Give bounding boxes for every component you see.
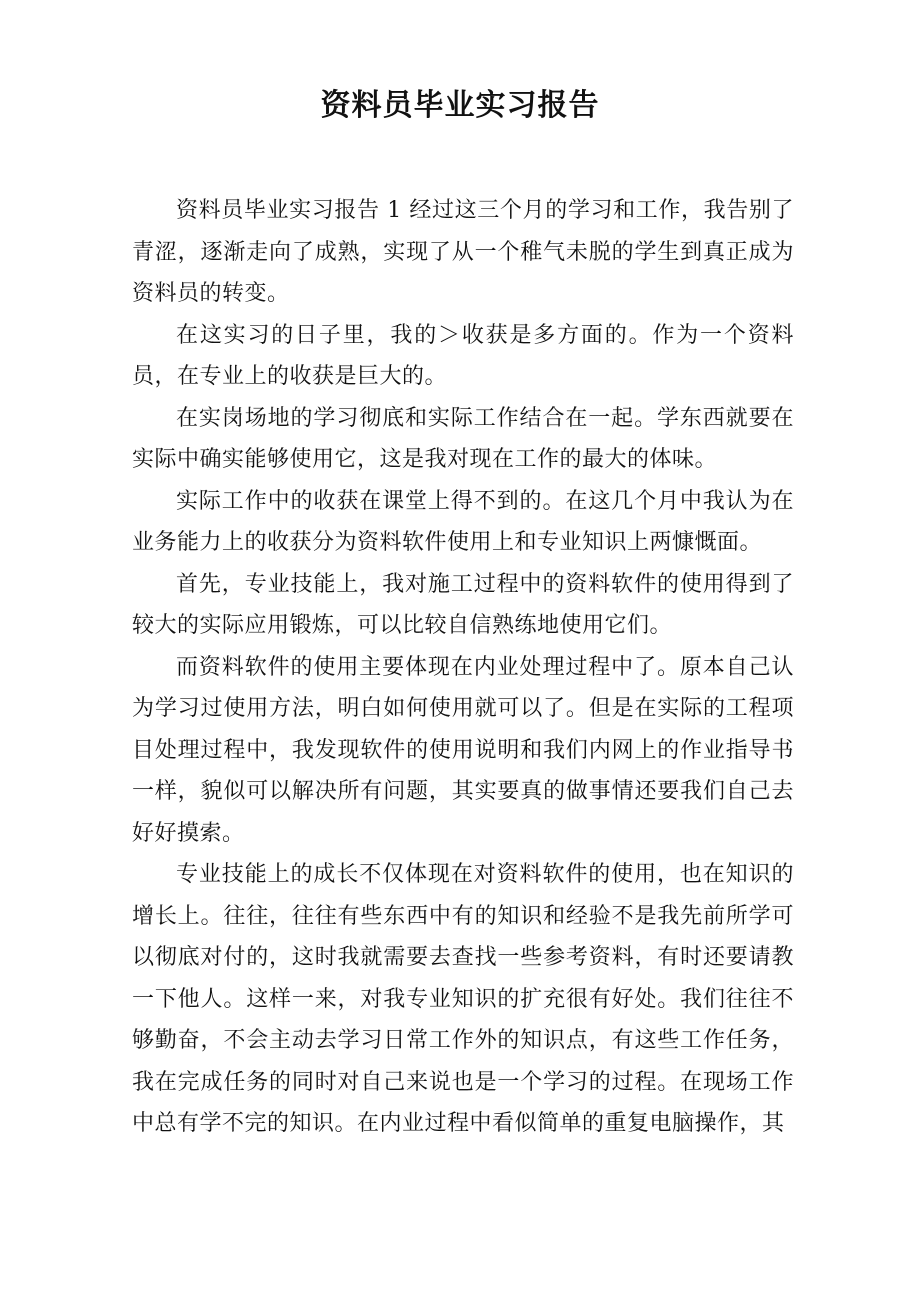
paragraph-1: 资料员毕业实习报告 1 经过这三个月的学习和工作，我告别了青涩，逐渐走向了成熟，实现了从一个稚气未脱的学生到真正成为资料员的转变。 [132, 198, 794, 306]
paragraph-7: 专业技能上的成长不仅体现在对资料软件的使用，也在知识的增长上。往往，往往有些东西中有的知识和经验不是我先前所学可以彻底对付的，这时我就需要去查找一些参考资料，有时还要请教一下他人。这样一来，对我专业知识的扩充很有好处。我们往往不够勤奋，不会主动去学习日常工作外的知识点，有这些工作任务，我在完成任务的同时对自己来说也是一个学习的过程。在现场工作中总有学不完的知识。在内业过程中看似简单的重复电脑操作，其 [132, 862, 794, 1136]
paragraph-2: 在这实习的日子里，我的＞收获是多方面的。作为一个资料员，在专业上的收获是巨大的。 [132, 322, 794, 389]
document-body [132, 190, 794, 1145]
paragraph-4: 实际工作中的收获在课堂上得不到的。在这几个月中我认为在业务能力上的收获分为资料软件使用上和专业知识上两慷慨面。 [132, 488, 794, 555]
document-title: 资料员毕业实习报告 [320, 88, 600, 123]
paragraph-5: 首先，专业技能上，我对施工过程中的资料软件的使用得到了较大的实际应用锻炼，可以比较自信熟练地使用它们。 [132, 571, 794, 638]
paragraph-6: 而资料软件的使用主要体现在内业处理过程中了。原本自己认为学习过使用方法，明白如何使用就可以了。但是在实际的工程项目处理过程中，我发现软件的使用说明和我们内网上的作业指导书一样，貌似可以解决所有问题，其实要真的做事情还要我们自己去好好摸索。 [132, 654, 794, 846]
paragraph-3: 在实岗场地的学习彻底和实际工作结合在一起。学东西就要在实际中确实能够使用它，这是我对现在工作的最大的体味。 [132, 405, 794, 472]
